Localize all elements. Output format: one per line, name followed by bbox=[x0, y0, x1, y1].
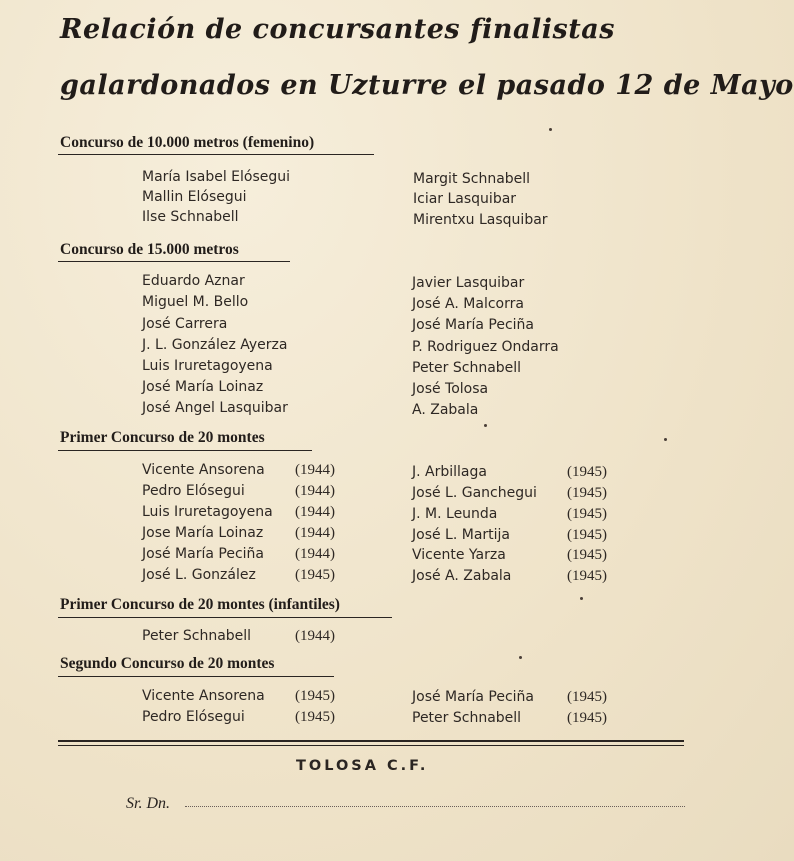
finalist-name: Vicente Yarza bbox=[412, 547, 506, 563]
finalist-name: Vicente Ansorena bbox=[142, 462, 265, 478]
section-underline bbox=[58, 261, 290, 262]
finalist-name: José Carrera bbox=[142, 316, 228, 332]
finalist-year: (1944) bbox=[295, 628, 335, 644]
finalist-year: (1945) bbox=[567, 689, 607, 705]
addressee-label: Sr. Dn. bbox=[126, 795, 171, 812]
finalist-name: P. Rodriguez Ondarra bbox=[412, 339, 559, 355]
finalist-name: José A. Zabala bbox=[412, 568, 512, 584]
finalist-name: José María Peciña bbox=[412, 317, 534, 333]
finalist-year: (1945) bbox=[295, 567, 335, 583]
document-title-line-1: Relación de concursantes finalistas bbox=[60, 14, 615, 45]
section-underline bbox=[58, 617, 392, 618]
paper-speck bbox=[580, 597, 583, 600]
section-underline bbox=[58, 154, 374, 155]
finalist-name: José L. González bbox=[142, 567, 256, 583]
paper-speck bbox=[664, 438, 667, 441]
finalist-name: Eduardo Aznar bbox=[142, 273, 245, 289]
finalist-name: Vicente Ansorena bbox=[142, 688, 265, 704]
finalist-name: Peter Schnabell bbox=[142, 628, 252, 644]
finalist-name: Mirentxu Lasquibar bbox=[413, 212, 548, 228]
finalist-year: (1945) bbox=[567, 506, 607, 522]
section-underline bbox=[58, 450, 312, 451]
finalist-name: Mallin Elósegui bbox=[142, 189, 247, 205]
section-heading-second-20-montes: Segundo Concurso de 20 montes bbox=[60, 655, 275, 672]
club-name: TOLOSA C.F. bbox=[296, 758, 429, 774]
finalist-name: José Angel Lasquibar bbox=[142, 400, 288, 416]
finalist-name: José A. Malcorra bbox=[412, 296, 524, 312]
finalist-year: (1945) bbox=[567, 464, 607, 480]
section-heading-10000m-women: Concurso de 10.000 metros (femenino) bbox=[60, 134, 315, 151]
finalist-name: Ilse Schnabell bbox=[142, 209, 239, 225]
paper-speck bbox=[549, 128, 552, 131]
section-heading-first-20-montes: Primer Concurso de 20 montes bbox=[60, 429, 265, 446]
section-underline bbox=[58, 676, 334, 677]
finalist-name: J. Arbillaga bbox=[412, 464, 487, 480]
finalist-name: J. M. Leunda bbox=[412, 506, 498, 522]
finalist-name: Peter Schnabell bbox=[412, 360, 522, 376]
finalist-year: (1945) bbox=[295, 709, 335, 725]
finalist-name: Jose María Loinaz bbox=[142, 525, 264, 541]
footer-double-rule-bottom bbox=[58, 745, 684, 746]
finalist-name: Luis Iruretagoyena bbox=[142, 504, 273, 520]
finalist-year: (1944) bbox=[295, 504, 335, 520]
finalist-name: Miguel M. Bello bbox=[142, 294, 249, 310]
finalist-name: A. Zabala bbox=[412, 402, 479, 418]
finalist-year: (1945) bbox=[567, 547, 607, 563]
finalist-name: Margit Schnabell bbox=[413, 171, 531, 187]
finalist-year: (1944) bbox=[295, 483, 335, 499]
finalist-year: (1945) bbox=[567, 485, 607, 501]
finalist-name: Luis Iruretagoyena bbox=[142, 358, 273, 374]
finalist-name: María Isabel Elósegui bbox=[142, 169, 291, 185]
finalist-name: José L. Ganchegui bbox=[412, 485, 537, 501]
finalist-year: (1945) bbox=[567, 527, 607, 543]
finalist-name: Iciar Lasquibar bbox=[413, 191, 517, 207]
finalist-year: (1945) bbox=[567, 568, 607, 584]
footer-double-rule-top bbox=[58, 740, 684, 742]
finalist-name: Peter Schnabell bbox=[412, 710, 522, 726]
finalist-name: J. L. González Ayerza bbox=[142, 337, 288, 353]
finalist-name: José María Peciña bbox=[412, 689, 534, 705]
finalist-name: José María Loinaz bbox=[142, 379, 264, 395]
finalist-name: José María Peciña bbox=[142, 546, 264, 562]
finalist-name: José Tolosa bbox=[412, 381, 489, 397]
finalist-year: (1944) bbox=[295, 462, 335, 478]
section-heading-20-montes-children: Primer Concurso de 20 montes (infantiles) bbox=[60, 596, 340, 613]
finalist-year: (1945) bbox=[567, 710, 607, 726]
finalist-name: Pedro Elósegui bbox=[142, 483, 245, 499]
finalist-name: José L. Martija bbox=[412, 527, 511, 543]
document-title-line-2: galardonados en Uzturre el pasado 12 de Mayo bbox=[60, 70, 794, 101]
finalist-name: Pedro Elósegui bbox=[142, 709, 245, 725]
addressee-dotted-line bbox=[185, 806, 685, 807]
section-heading-15000m: Concurso de 15.000 metros bbox=[60, 241, 239, 258]
finalist-year: (1944) bbox=[295, 525, 335, 541]
paper-speck bbox=[519, 656, 522, 659]
finalist-name: Javier Lasquibar bbox=[412, 275, 525, 291]
finalist-year: (1945) bbox=[295, 688, 335, 704]
paper-speck bbox=[484, 424, 487, 427]
finalist-year: (1944) bbox=[295, 546, 335, 562]
